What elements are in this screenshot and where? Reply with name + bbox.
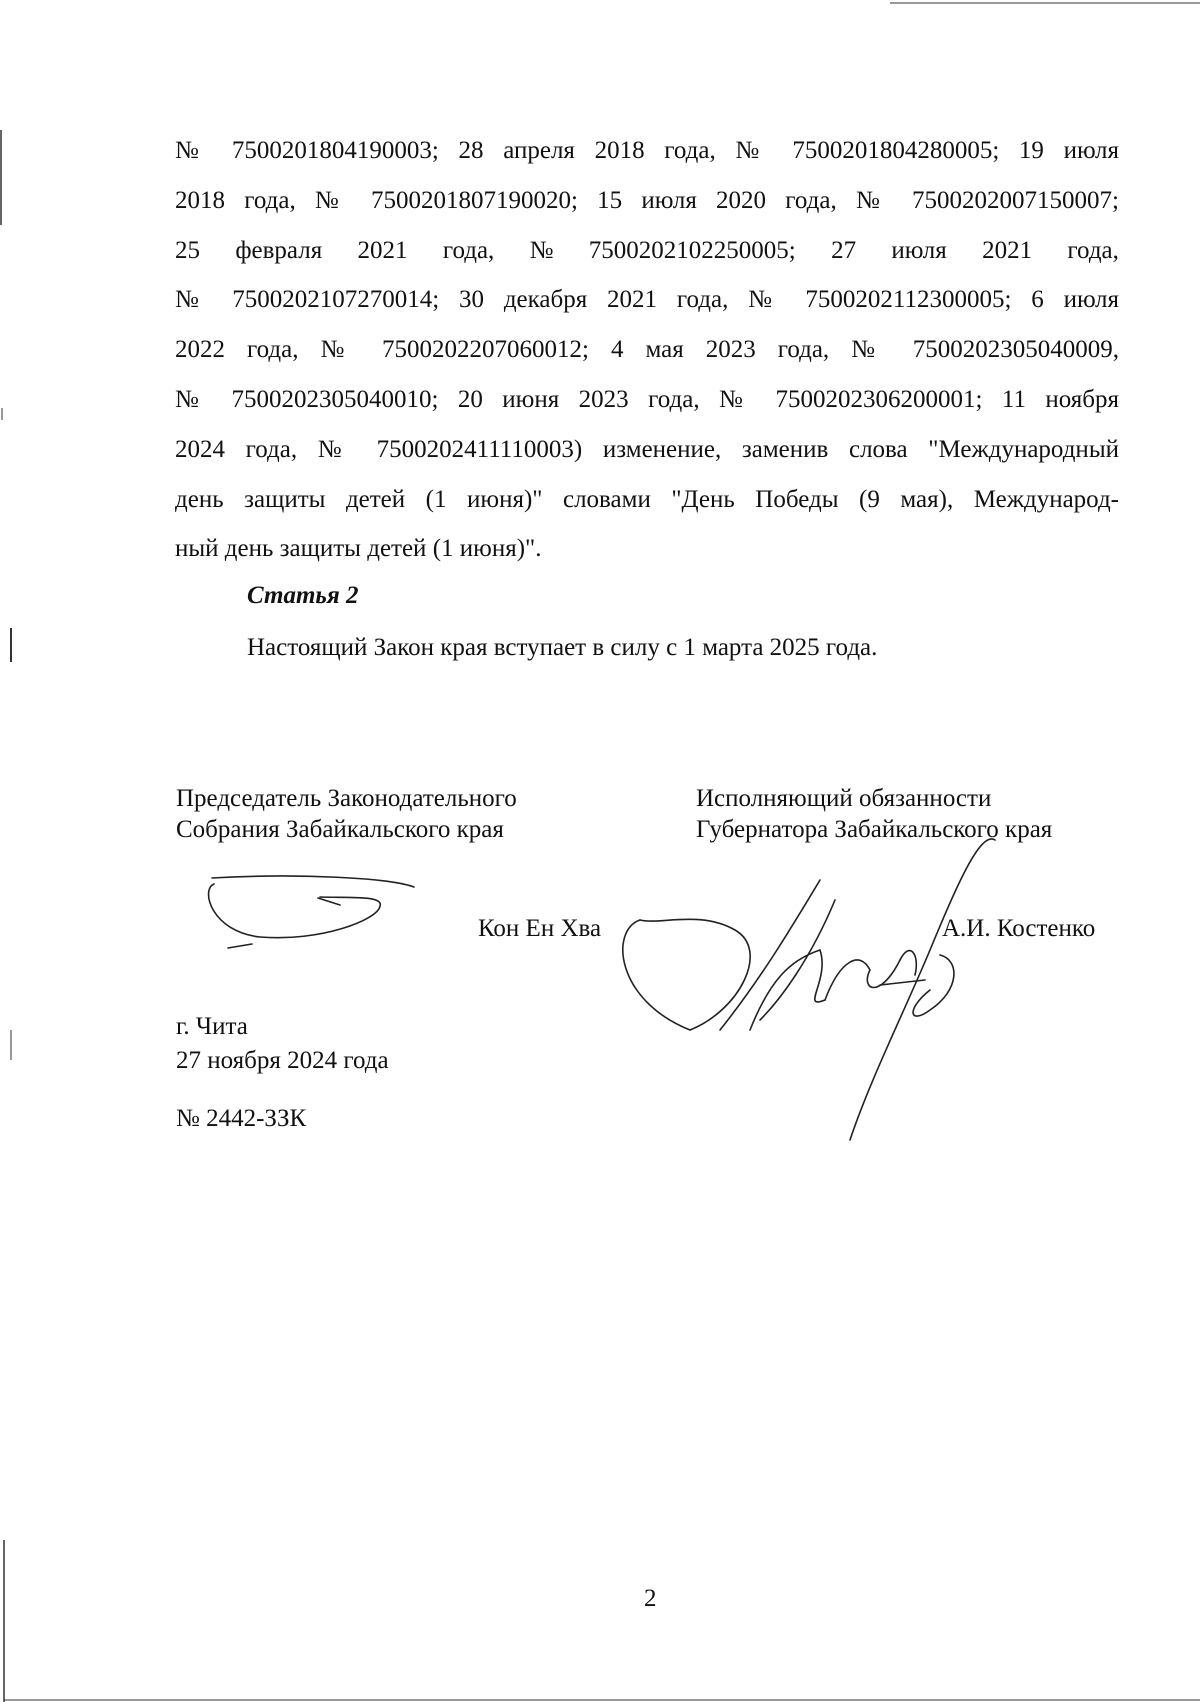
right-signatory-name: А.И. Костенко (942, 915, 1096, 942)
left-title-line-2: Собрания Забайкальского края (176, 816, 504, 843)
body-paragraph (175, 126, 1119, 574)
body-word: 2021 (982, 236, 1033, 264)
left-signatory-name: Кон Ен Хва (478, 915, 602, 942)
page-number: 2 (644, 1585, 657, 1612)
body-line-2: 2018 года, № 7500201807190020; 15 июля 2020 года, № 7500202007150007; (175, 186, 1119, 214)
body-line-7: 2024 года, № 7500202411110003) изменение, заменив слова "Международный (175, 435, 1119, 463)
body-word: года, (1067, 236, 1119, 264)
date: 27 ноября 2024 года (176, 1047, 389, 1074)
place-and-date (176, 1010, 389, 1078)
body-word: года, (442, 236, 495, 264)
body-word: 25 (175, 236, 200, 264)
law-number: № 2442-ЗЗК (176, 1105, 307, 1132)
body-word: 7500202102250005; (588, 236, 796, 264)
body-line-5: 2022 года, № 7500202207060012; 4 мая 2023 года, № 7500202305040009, (175, 336, 1119, 364)
signature-right (623, 839, 995, 1140)
body-line-1: № 7500201804190003; 28 апреля 2018 года, № 7500201804280005; 19 июля (175, 137, 1119, 164)
body-line-3 (175, 226, 1119, 276)
right-title-line-2: Губернатора Забайкальского края (696, 816, 1053, 843)
body-line-9: ный день защиты детей (1 июня)". (175, 535, 542, 563)
body-word: 2021 (357, 236, 408, 264)
body-word: июля (891, 236, 947, 264)
article-heading: Статья 2 (247, 582, 359, 609)
body-word: № (529, 236, 554, 264)
body-line-8: день защиты детей (1 июня)" словами "День Победы (9 мая), Международ- (175, 485, 1119, 513)
body-word: 27 (831, 236, 857, 264)
body-line-6: № 7500202305040010; 20 июня 2023 года, № 7500202306200001; 11 ноября (175, 385, 1119, 413)
body-word: февраля (235, 236, 323, 264)
article-text: Настоящий Закон края вступает в силу с 1 марта 2025 года. (247, 634, 878, 661)
signature-left (209, 876, 414, 948)
right-signatory-title (696, 783, 1052, 845)
left-title-line-1: Председатель Законодательного (176, 785, 517, 812)
left-signatory-title (176, 783, 517, 845)
body-line-4: № 7500202107270014; 30 декабря 2021 года, № 7500202112300005; 6 июля (175, 286, 1119, 314)
place: г. Чита (176, 1013, 248, 1040)
right-title-line-1: Исполняющий обязанности (696, 785, 992, 812)
